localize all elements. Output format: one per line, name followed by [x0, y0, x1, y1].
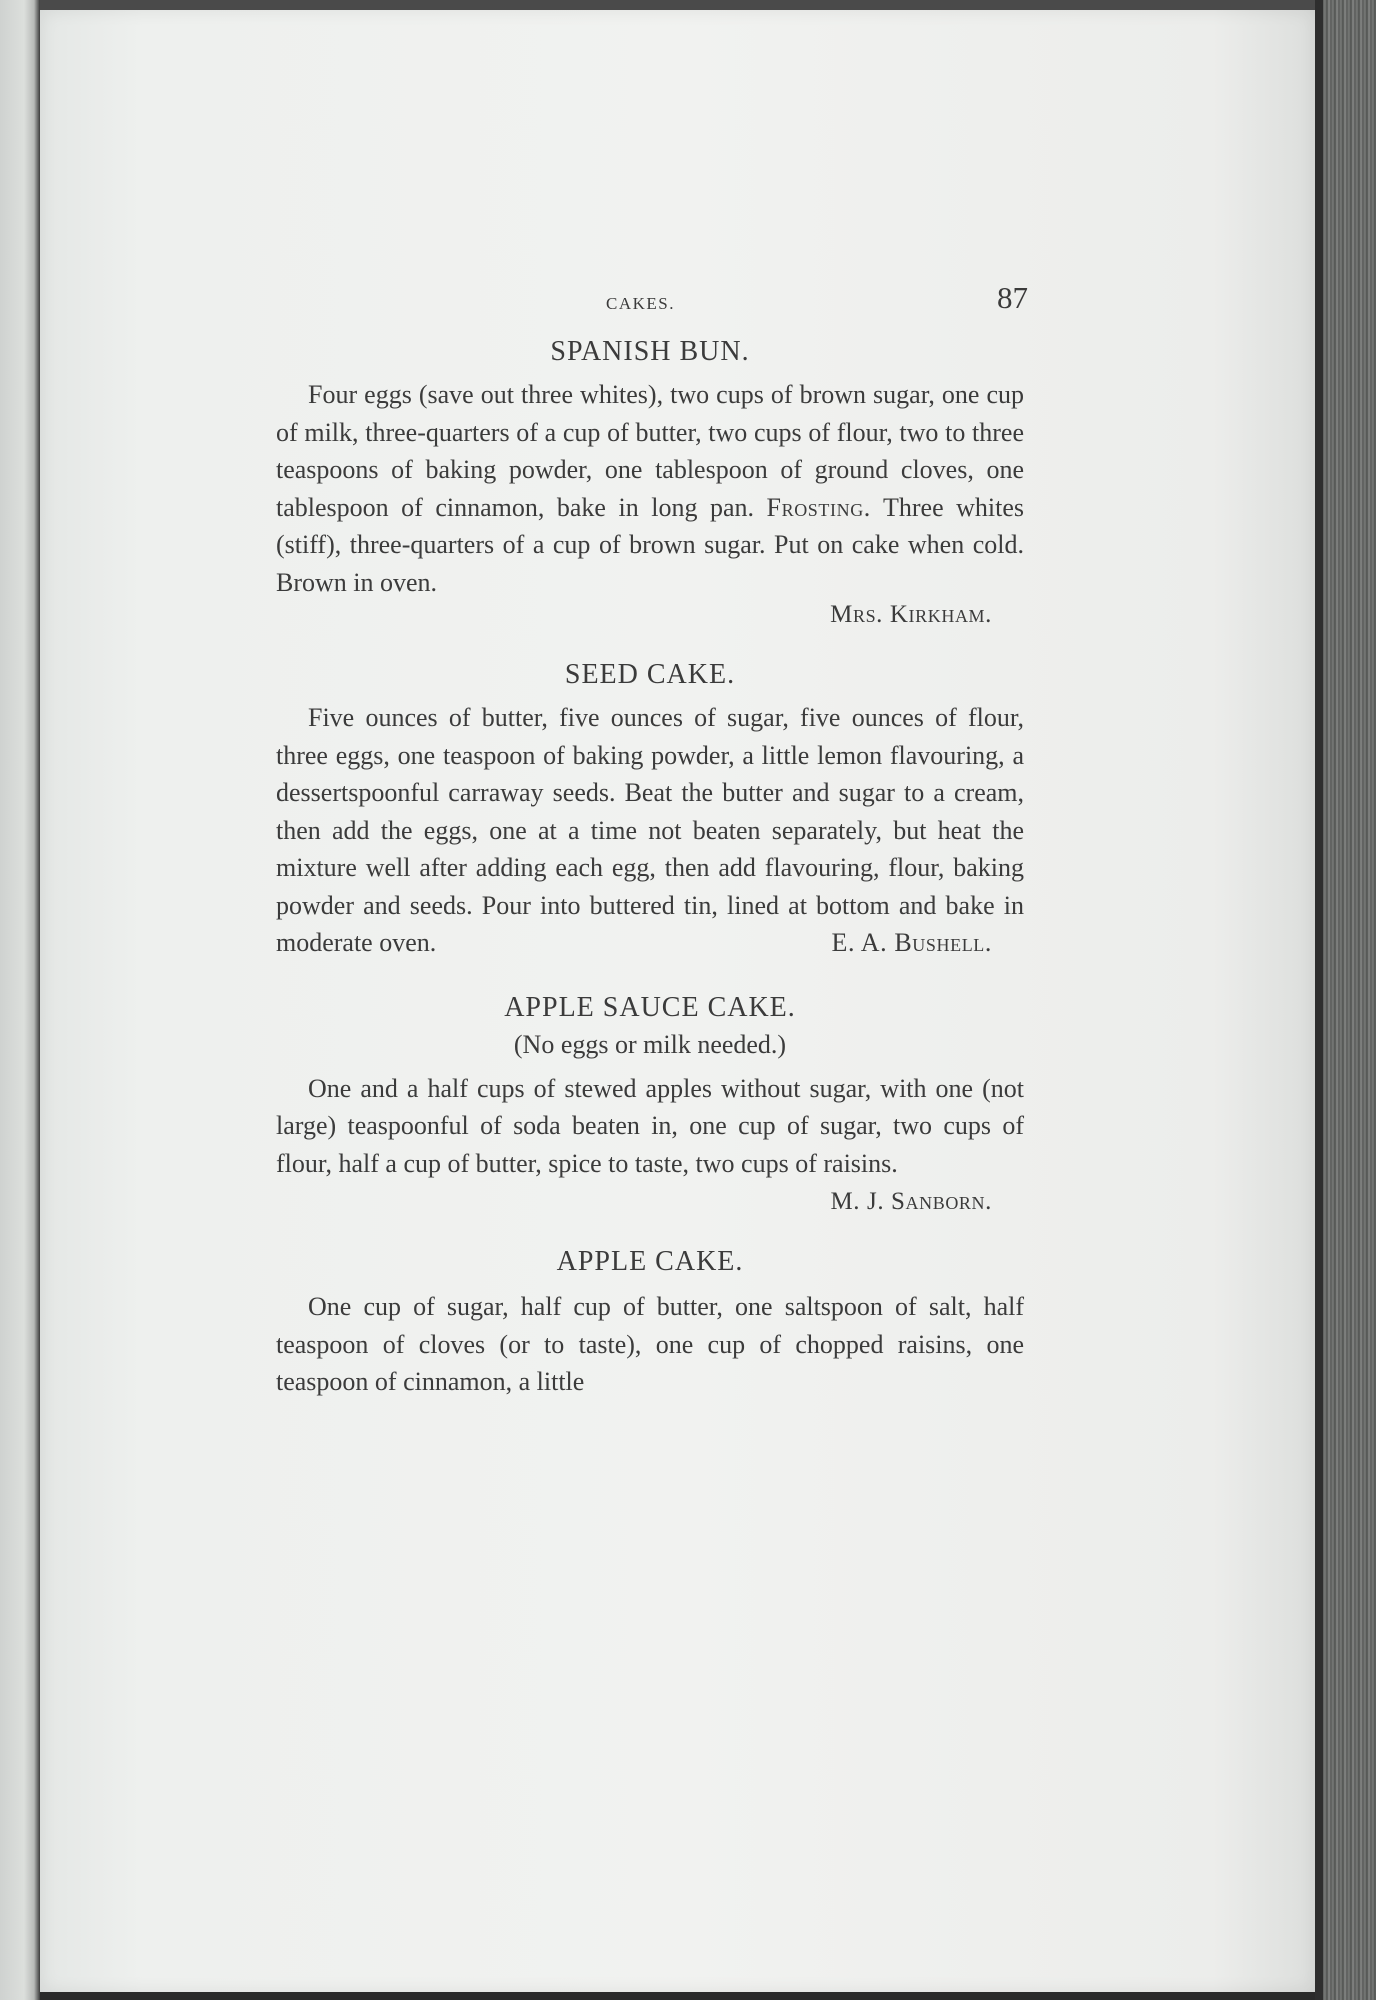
- recipe-spanish-bun: [276, 336, 1024, 629]
- running-head-title: CAKES.: [606, 294, 675, 313]
- recipe-note: (No eggs or milk needed.): [513, 1029, 787, 1059]
- page-stack-edge: [1315, 0, 1376, 2000]
- recipe-title: SPANISH BUN.: [550, 336, 750, 367]
- recipe-author: Mrs. Kirkham.: [830, 601, 992, 628]
- page-bottom-edge: [40, 1992, 1315, 2000]
- recipe-text-continued: Three whites (stiff), three-quarters of a cup of brown sugar. Put on cake when cold. Brown in oven.: [276, 492, 1025, 597]
- recipe-body: One cup of sugar, half cup of butter, one saltspoon of salt, half teaspoon of cloves (or to taste), one cup of chopped raisins, one teaspoon of cinnamon, a little: [276, 1292, 1024, 1396]
- facing-page-edge: [0, 0, 40, 2000]
- recipe-body: [276, 699, 1024, 962]
- recipe-title: APPLE CAKE.: [556, 1246, 744, 1277]
- recipe-author: M. J. Sanborn.: [830, 1188, 992, 1215]
- page-content: [276, 280, 1028, 1401]
- page-number: 87: [997, 280, 1028, 315]
- frosting-label: Frosting.: [766, 492, 871, 522]
- running-head: [276, 280, 1028, 330]
- recipe-body: One and a half cups of stewed apples without sugar, with one (not large) teaspoonful of soda beaten in, one cup of sugar, two cups of flour, half a cup of butter, spice to taste, two cups of raisins.: [276, 1073, 1024, 1178]
- recipe-text: Five ounces of butter, five ounces of sugar, five ounces of flour, three eggs, one teaspoon of baking powder, a little lemon flavouring, a dessertspoonful carraway seeds. Beat the butter and sugar to a cream, then add the eggs, one at a time not beaten separately, but heat the mixture well after adding each egg, then add flavouring, flour, baking powder and seeds. Pour into buttered tin, lined at bottom and bake in moderate oven.: [276, 703, 1024, 957]
- recipe-text: Four eggs (save out three whites), two cups of brown sugar, one cup of milk, three-quarters of a cup of butter, two cups of flour, two to three teaspoons of baking powder, one tablespoon of ground cloves, one tablespoon of cinnamon, bake in long pan.: [276, 380, 1024, 522]
- recipe-apple-sauce-cake: [276, 992, 1024, 1217]
- recipe-title: APPLE SAUCE CAKE.: [504, 991, 796, 1023]
- recipe-author: E. A. Bushell.: [831, 928, 992, 957]
- recipe-body: [276, 376, 1024, 601]
- recipe-seed-cake: [276, 659, 1024, 962]
- recipe-title: SEED CAKE.: [564, 659, 736, 690]
- recipe-apple-cake: [276, 1246, 1024, 1401]
